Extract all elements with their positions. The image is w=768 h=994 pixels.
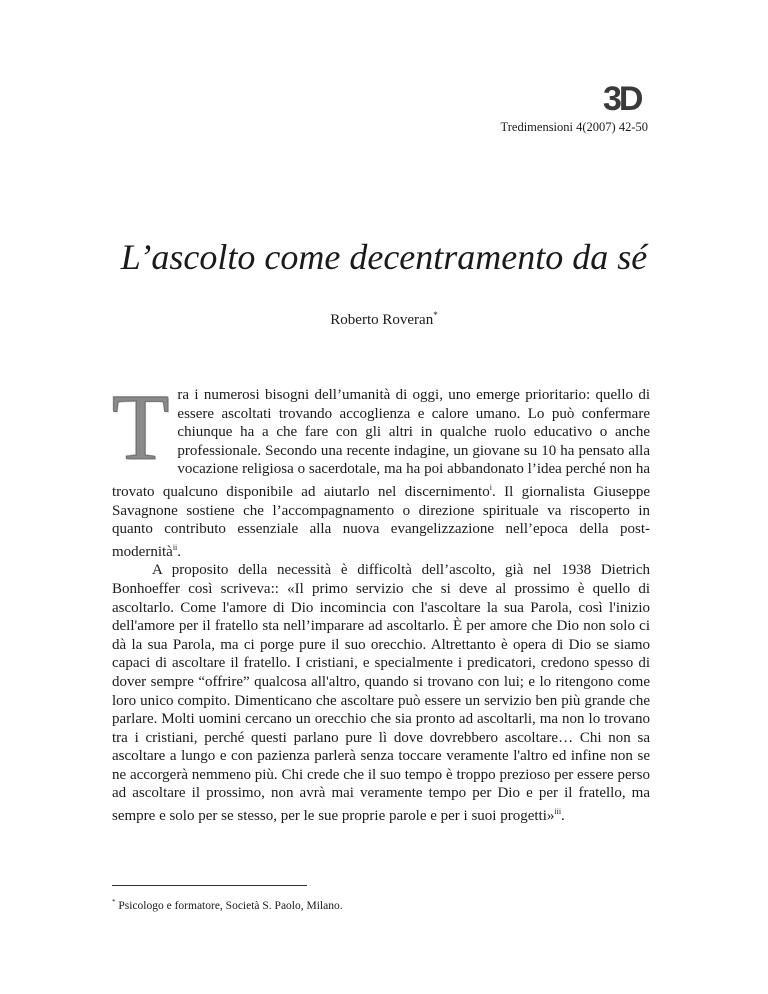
author-name: Roberto Roveran (330, 312, 434, 328)
paragraph-1 (112, 376, 650, 561)
paragraph-2 (112, 561, 650, 825)
author-line (0, 310, 768, 329)
author-footnote-mark: * (433, 310, 438, 320)
paragraph-2-end: . (561, 808, 565, 825)
paragraph-1-end: . (177, 543, 182, 560)
journal-reference: Tredimensioni 4(2007) 42-50 (500, 120, 648, 134)
journal-logo: 3D (603, 80, 641, 118)
footnote-text: Psicologo e formatore, Società S. Paolo, Milano. (115, 899, 343, 912)
article-body (112, 376, 650, 826)
endnote-ref-3: iii (554, 807, 562, 817)
paragraph-1-text: ra i numerosi bisogni dell’umanità di oggi, uno emerge prioritario: quello di essere ascoltati trovando accoglienza e calore umano. Lo può confermare chiunque ha a che fare con gli altri in qualche ruolo educativo o anche professionale. Secondo una recente indagine, un giovane su 10 ha pensato alla vocazione religiosa o sacerdotale, ma ha poi abbandonato l’idea perché non ha trovato qualcuno disponibile ad aiutarlo nel discernimento (112, 387, 650, 500)
dropcap-letter: T (112, 376, 170, 480)
paragraph-1-text-cont: . Il giornalista Giuseppe Savagnone sostiene che l’accompagnamento o direzione spirituale va riscoperto in quanto contributo essenziale alla nuova evangelizzazione nell’epoca della post-modernità (112, 483, 650, 560)
footnote-mark: * (112, 898, 116, 906)
endnote-ref-2: ii (172, 542, 178, 552)
article-title: L’ascolto come decentramento da sé (120, 237, 648, 277)
paragraph-2-text: A proposito della necessità è difficoltà dell’ascolto, già nel 1938 Dietrich Bonhoeffer così scriveva:: «Il primo servizio che si deve al prossimo è quello di ascoltarlo. Come l'amore di Dio incomincia con l'ascoltare la sua Parola, così l'inizio dell'amore per il fratello sta nell’imparare ad ascoltarlo. È per amore che Dio non solo ci dà la sua Parola, ma ci porge pure il suo orecchio. Altrettanto è opera di Dio se siamo capaci di ascoltare il fratello. I cristiani, e specialmente i predicatori, credono spesso di dover sempre “offrire” qualcosa all'altro, quando si trovano con lui; e lo ritengono come loro unico compito. Dimenticano che ascoltare può essere un servizio ben più grande che parlare. Molti uomini cercano un orecchio che sia pronto ad ascoltarli, ma non lo trovano tra i cristiani, perché questi parlano pure lì dove dovrebbero ascoltare… Chi non sa ascoltare a lungo e con pazienza parlerà senza toccare veramente l'altro ed infine non se ne accorgerà nemmeno più. Chi crede che il suo tempo è troppo prezioso per essere perso ad ascoltare il prossimo, non avrà mai veramente tempo per Dio e per il fratello, ma sempre e solo per se stesso, per le sue proprie parole e per i suoi progetti» (112, 562, 650, 825)
footnote-divider (112, 885, 307, 886)
footnote (112, 898, 343, 912)
endnote-ref-1: i (489, 482, 492, 492)
